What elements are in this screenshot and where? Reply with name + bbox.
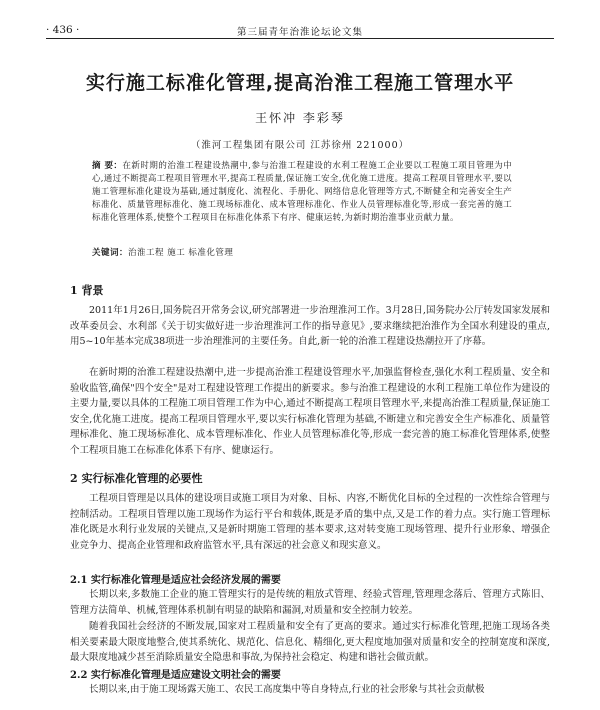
paragraph: 在新时期的治淮工程建设热潮中,进一步提高治淮工程建设管理水平,加强监督检查,强化水利工程质量、安全和验收监管,确保"四个安全"是对工程建设管理工作提出的新要求。参与治淮工程建设的水利工程施工单位作为建设的主要力量,要以具体的工程施工项目管理工作为中心,通过不断提高工程项目管理水平,来提高治淮工程质量,保证施工安全,优化施工进度。提高工程项目管理水平,要以实行标准化管理为基础,不断建立和完善安全生产标准化、质量管理标准化、施工现场标准化、成本管理标准化、作业人员管理标准化等,形成一套完善的施工标准化管理体系,使整个工程项目施工在标准化体系下有序、健康运行。: [70, 367, 550, 456]
conference-title: 第三届青年治淮论坛论文集: [236, 27, 363, 38]
paragraph: 2011年1月26日,国务院召开常务会议,研究部署进一步治理淮河工作。3月28日,国务院办公厅转发国家发展和改革委员会、水利部《关于切实做好进一步治理淮河工作的指导意见》,要求继续把治淮作为全国水利建设的重点,用5~10年基本完成38项进一步治理淮河的主要任务。自此,新一轮的治淮工程建设热潮拉开了序幕。: [70, 305, 550, 347]
subsection-heading-2-2: 2.2 实行标准化管理是适应建设文明社会的需要: [70, 670, 281, 681]
authors: 王怀冲 李彩琴: [255, 111, 345, 125]
paragraph: 随着我国社会经济的不断发展,国家对工程质量和安全有了更高的要求。通过实行标准化管理,把施工现场各类相关要素最大限度地整合,使其系统化、规范化、信息化、精细化,更大程度地加强对质量和安全的控制宽度和深度,最大限度地减少甚至消除质量安全隐患和事故,为保持社会稳定、构建和谐社会做贡献。: [70, 621, 550, 663]
keywords: [92, 246, 512, 258]
subsection-heading-2-1: 2.1 实行标准化管理是适应社会经济发展的需要: [70, 575, 281, 586]
paragraph: 长期以来,由于施工现场露天施工、农民工高度集中等自身特点,行业的社会形象与其社会贡献极: [89, 684, 485, 695]
section-heading-2: 2 实行标准化管理的必要性: [70, 472, 203, 485]
abstract-label: 摘 要：: [92, 161, 123, 171]
running-header: [46, 22, 554, 39]
abstract-text: 在新时期的治淮工程建设热潮中,参与治淮工程建设的水利工程施工企业要以工程施工项目管理为中心,通过不断提高工程项目管理水平,提高工程质量,保证施工安全,优化施工进度。提高工程项目管理水平,要以施工管理标准化建设为基础,通过制度化、流程化、手册化、网络信息化管理等方式,不断健全和完善安全生产标准化、质量管理标准化、施工现场标准化、成本管理标准化、作业人员管理标准化等,形成一套完善的施工标准化管理体系,使整个工程项目在标准化体系下有序、健康运转,为新时期治淮事业贡献力量。: [92, 161, 512, 223]
article-title: 实行施工标准化管理,提高治淮工程施工管理水平: [85, 72, 515, 94]
section-heading-1: 1 背景: [70, 284, 104, 297]
keywords-label: 关键词：: [92, 248, 129, 258]
keywords-text: 治淮工程 施工 标准化管理: [128, 248, 234, 258]
paragraph: 长期以来,多数施工企业的施工管理实行的是传统的粗放式管理、经验式管理,管理理念落后、管理方式陈旧、管理方法简单、机械,管理体系机制有明显的缺陷和漏洞,对质量和安全控制力较差。: [70, 589, 550, 616]
affiliation: （淮河工程集团有限公司 江苏徐州 221000）: [190, 140, 410, 151]
paragraph: 工程项目管理是以具体的建设项目或施工项目为对象、目标、内容,不断优化目标的全过程的一次性综合管理与控制活动。工程项目管理以施工现场作为运行平台和载体,既是矛盾的集中点,又是工作的着力点。实行施工管理标准化既是水利行业发展的关键点,又是新时期施工管理的基本要求,这对转变施工现场管理、提升行业形象、增强企业竞争力、提高企业管理和政府监管水平,具有深远的社会意义和现实意义。: [70, 493, 550, 551]
abstract: [92, 160, 512, 225]
page-number: · 436 ·: [46, 24, 80, 36]
